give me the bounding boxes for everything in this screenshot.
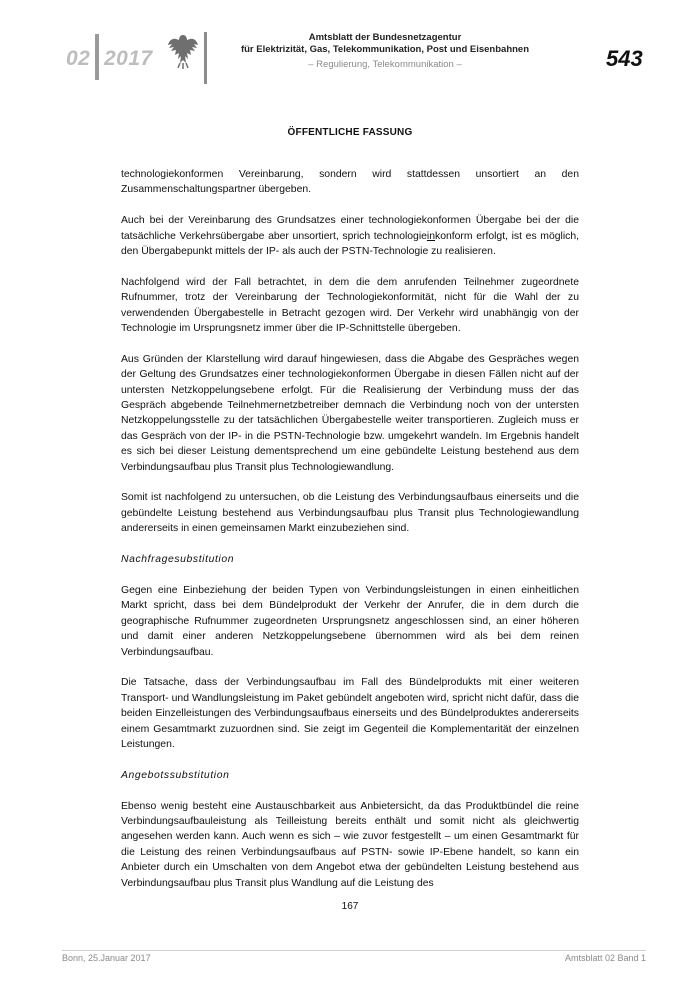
paragraph: technologiekonformen Vereinbarung, sondern wird stattdessen unsortiert an den Zusammenschaltungspartner übergeben. xyxy=(121,169,579,196)
paragraph: Nachfolgend wird der Fall betrachtet, in dem die dem anrufenden Teilnehmer zugeordnete Rufnummer, trotz der Vereinbarung der Technologiekonformität, nicht für die Wahl der zu verwendenden Übergabestelle in Betracht gezogen wird. Der Verkehr wird unabhängig von der Technologie im Ursprungsnetz immer über die IP-Schnittstelle übergeben. xyxy=(121,276,579,335)
page-number: 167 xyxy=(341,901,359,912)
footer-divider xyxy=(62,950,646,951)
footer-issue: Amtsblatt 02 Band 1 xyxy=(564,953,646,963)
paragraph: Ebenso wenig besteht eine Austauschbarkeit aus Anbietersicht, da das Produktbündel die reine Verbindungsaufbauleistung als Teilleistung bereits enthält und somit nicht als gleichwertig angesehen werden kann. Auch wenn es sich – wie zuvor festgestellt – um einen Gesamtmarkt für die Leistung des reinen Verbindungsaufbaus auf PSTN- sowie IP-Ebene handelt, so kann ein Anbieter durch ein Umschalten von dem Angebot etwa der gebündelten Leistung bestehend aus Verbindungsaufbau plus Transit plus Wandlung auf die Leistung des xyxy=(121,800,579,889)
subheading: Angebotssubstitution xyxy=(121,769,230,781)
issue-number: 02 xyxy=(66,47,91,70)
paragraph xyxy=(121,213,579,259)
text-span: Auch bei der Vereinbarung des Grundsatzes einer technologiekonformen Übergabe bei der die tatsächliche Verkehrsübergabe aber unsortiert, sprich technologie xyxy=(121,215,579,242)
body-text xyxy=(121,167,579,906)
paragraph: Aus Gründen der Klarstellung wird darauf hingewiesen, dass die Abgabe des Gespräches wegen der Geltung des Grundsatzes einer technologiekonformen Übergabe in diesen Fällen nicht auf der untersten Netzkoppelungsebene erfolgt. Für die Realisierung der Verbindung muss der das Gespräch abgebende Teilnehmernetzbetreiber demnach die Verbindung noch von der untersten Netzkoppelungsstelle zu der tatsächlichen Übergabestelle weiter transportieren. Zugleich muss er das Gespräch von der IP- in die PSTN-Technologie bzw. umgekehrt wandeln. Im Ergebnis handelt es sich bei dieser Leistung dementsprechend um eine gebündelte Leistung bestehend aus dem Verbindungsaufbau plus Transit plus Technologiewandlung. xyxy=(121,353,579,473)
publisher-line-2: für Elektrizität, Gas, Telekommunikation, Post und Eisenbahnen xyxy=(240,44,530,55)
subheading: Nachfragesubstitution xyxy=(121,554,235,566)
header-separator xyxy=(95,34,99,80)
section-title: ÖFFENTLICHE FASSUNG xyxy=(287,127,413,138)
underlined-text: in xyxy=(426,230,436,242)
paragraph: Die Tatsache, dass der Verbindungsaufbau im Fall des Bündelprodukts mit einer weiteren Transport- und Wandlungsleistung im Paket gebündelt angeboten wird, spricht nicht dafür, dass die beiden Einzelleistungen des Verbindungsaufbaus einerseits und des Bündelproduktes andererseits einem Gesamtmarkt zuzuordnen sind. Sie zeigt im Gegenteil die Komplementarität der einzelnen Leistungen. xyxy=(121,677,579,750)
text-span: konform erfolgt, ist es möglich, den Übergabepunkt mittels der IP- als auch der PSTN-Technologie zu realisieren. xyxy=(121,230,579,258)
header-separator-right xyxy=(204,32,207,84)
paragraph: Somit ist nachfolgend zu untersuchen, ob die Leistung des Verbindungsaufbaus einerseits und die gebündelte Leistung bestehend aus Verbindungsaufbau plus Transit plus Technologiewandlung andererseits in einen gemeinsamen Markt einzubeziehen sind. xyxy=(121,492,579,535)
header-page-number: 543 xyxy=(606,46,643,71)
publisher-title xyxy=(230,32,540,56)
publisher-line-1: Amtsblatt der Bundesnetzagentur xyxy=(308,32,462,43)
paragraph: Gegen eine Einbeziehung der beiden Typen von Verbindungsleistungen in einen einheitlichen Markt spricht, dass bei dem Bündelprodukt der Verkehr der Anrufer, die in dem durch die geographische Rufnummer zugeordneten Ursprungsnetz angeschlossen sind, an einer höheren und damit einer anderen Netzkoppelungsebene übernommen wird als bei dem reinen Verbindungsaufbau. xyxy=(121,584,579,658)
federal-eagle-icon xyxy=(166,32,200,70)
issue-year: 2017 xyxy=(104,47,153,70)
publisher-subtitle: – Regulierung, Telekommunikation – xyxy=(308,59,462,70)
footer-date: Bonn, 25.Januar 2017 xyxy=(62,953,151,963)
